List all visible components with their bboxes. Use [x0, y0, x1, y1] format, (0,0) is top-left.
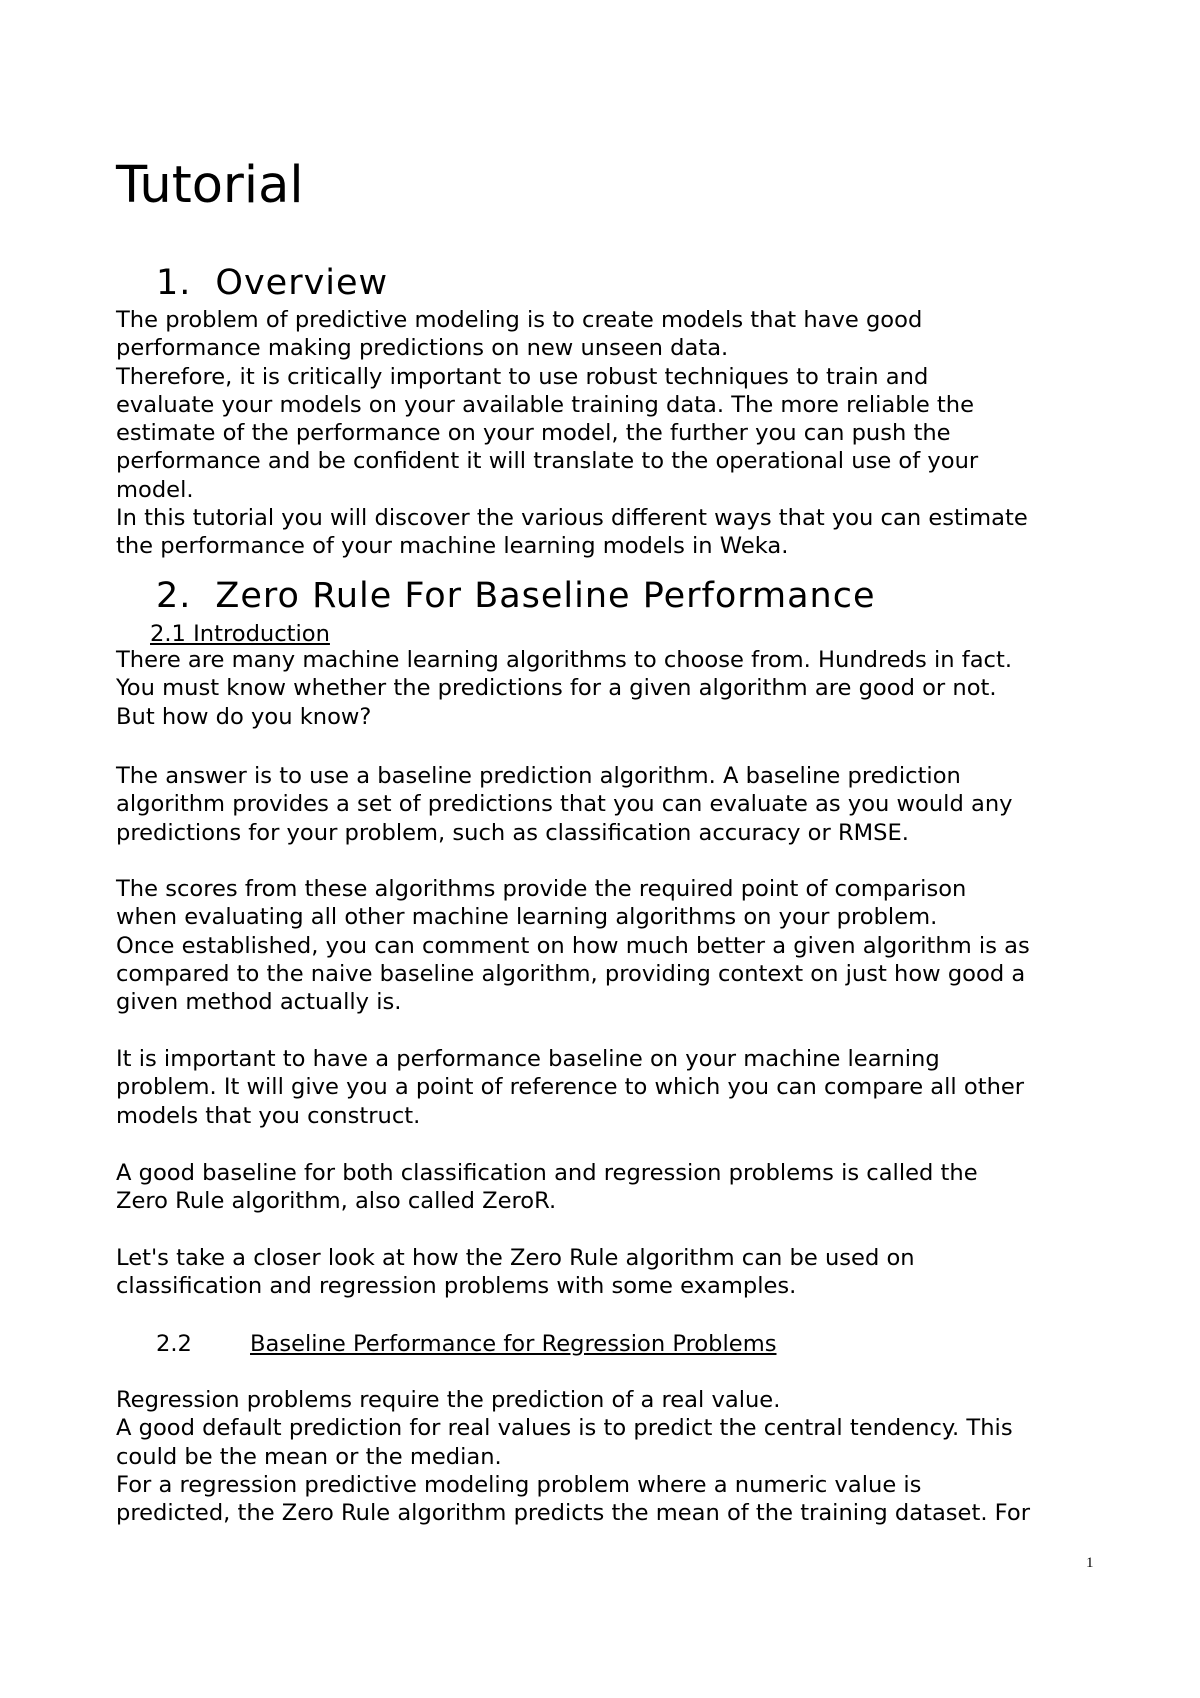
text-line: In this tutorial you will discover the various different ways that you can estimate: [116, 505, 1028, 532]
intro-paragraph-6: [116, 1244, 1116, 1301]
text-line: The answer is to use a baseline prediction algorithm. A baseline prediction: [116, 763, 961, 789]
document-title: Tutorial: [116, 156, 304, 215]
text-line: estimate of the performance on your model, the further you can push the: [116, 420, 951, 447]
text-line: could be the mean or the median.: [116, 1443, 502, 1470]
text-line: But how do you know?: [116, 703, 372, 730]
section-heading-zero-rule: [156, 575, 876, 617]
text-line: It is important to have a performance baseline on your machine learning: [116, 1046, 940, 1072]
section-number: 2.: [156, 576, 192, 616]
text-line: Therefore, it is critically important to use robust techniques to train and: [116, 363, 929, 390]
regression-paragraph: [116, 1386, 1116, 1527]
text-line: performance making predictions on new unseen data.: [116, 335, 729, 362]
text-line: predictions for your problem, such as classification accuracy or RMSE.: [116, 819, 909, 846]
text-line: when evaluating all other machine learning algorithms on your problem.: [116, 904, 938, 931]
text-line: given method actually is.: [116, 989, 402, 1016]
text-line: evaluate your models on your available training data. The more reliable the: [116, 391, 975, 418]
subsection-heading-regression: [156, 1330, 776, 1358]
text-line: Once established, you can comment on how much better a given algorithm is as: [116, 932, 1030, 959]
text-line: For a regression predictive modeling problem where a numeric value is: [116, 1471, 922, 1498]
subsection-title: Baseline Performance for Regression Problems: [250, 1331, 777, 1357]
text-line: models that you construct.: [116, 1102, 421, 1129]
intro-paragraph-3: [116, 875, 1116, 1016]
intro-paragraph-2: [116, 762, 1116, 847]
text-line: predicted, the Zero Rule algorithm predicts the mean of the training dataset. For: [116, 1500, 1030, 1527]
subsection-heading-introduction: 2.1 Introduction: [150, 621, 330, 647]
intro-paragraph-1: [116, 646, 1116, 731]
text-line: A good default prediction for real values is to predict the central tendency. This: [116, 1415, 1013, 1442]
text-line: The problem of predictive modeling is to create models that have good: [116, 307, 923, 333]
text-line: There are many machine learning algorithms to choose from. Hundreds in fact.: [116, 647, 1013, 673]
text-line: You must know whether the predictions for a given algorithm are good or not.: [116, 675, 997, 702]
text-line: classification and regression problems with some examples.: [116, 1273, 797, 1300]
text-line: Zero Rule algorithm, also called ZeroR.: [116, 1188, 557, 1215]
intro-paragraph-5: [116, 1159, 1116, 1216]
section-title: Overview: [215, 263, 389, 303]
text-line: The scores from these algorithms provide the required point of comparison: [116, 876, 967, 902]
text-line: Regression problems require the prediction of a real value.: [116, 1387, 781, 1413]
section-number: 1.: [156, 263, 192, 303]
text-line: algorithm provides a set of predictions that you can evaluate as you would any: [116, 791, 1013, 818]
text-line: the performance of your machine learning models in Weka.: [116, 533, 789, 560]
subsection-number: 2.2: [156, 1331, 192, 1357]
overview-paragraph: [116, 306, 1116, 561]
text-line: compared to the naive baseline algorithm, providing context on just how good a: [116, 960, 1026, 987]
intro-paragraph-4: [116, 1045, 1116, 1130]
text-line: problem. It will give you a point of reference to which you can compare all other: [116, 1074, 1025, 1101]
text-line: performance and be confident it will translate to the operational use of your: [116, 448, 979, 475]
section-heading-overview: [156, 262, 388, 304]
text-line: model.: [116, 476, 194, 503]
text-line: A good baseline for both classification and regression problems is called the: [116, 1160, 978, 1186]
page-number: 1: [1086, 1555, 1094, 1571]
text-line: Let's take a closer look at how the Zero Rule algorithm can be used on: [116, 1245, 915, 1271]
section-title: Zero Rule For Baseline Performance: [215, 576, 876, 616]
